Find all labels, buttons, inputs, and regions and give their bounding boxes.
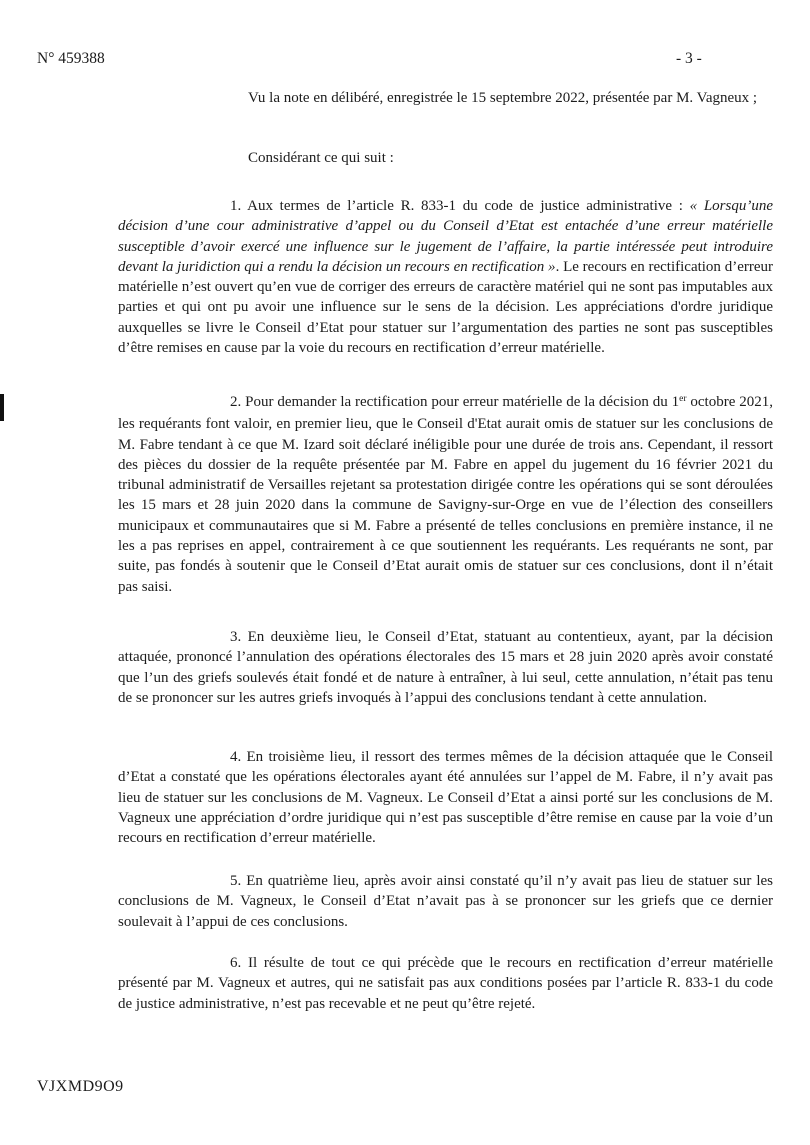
body-paragraph-2	[118, 392, 773, 597]
text-segment: « Lorsqu’une décision d’une cour administrative d’appel ou du Conseil d’Etat est entachée d’une erreur matérielle susceptible d’avoir exercé une influence sur le jugement de l’affaire, la partie intéressée peut introduire devant la juridiction qui a rendu la décision un recours en rectification »	[118, 198, 774, 275]
text-segment: er	[679, 394, 687, 404]
body-paragraph-3	[118, 627, 773, 708]
text-segment: 5. En quatrième lieu, après avoir ainsi constaté qu’il n’y avait pas lieu de statuer sur les conclusions de M. Vagneux, le Conseil d’Etat n’avait pas à se prononcer sur les griefs que ce dernier soulevait à l’appui de ces conclusions.	[118, 873, 773, 930]
scan-artifact-mark	[0, 394, 4, 421]
body-paragraph-5	[118, 871, 773, 932]
considerant-heading: Considérant ce qui suit :	[248, 150, 394, 166]
text-segment: 2. Pour demander la rectification pour erreur matérielle de la décision du 1	[230, 394, 680, 410]
text-segment: 4. En troisième lieu, il ressort des termes mêmes de la décision attaquée que le Conseil d’Etat a constaté que les opérations électorales ayant été annulées sur l’appel de M. Fabre, il n’y avait pas lieu de statuer sur les conclusions de M. Vagneux. Le Conseil d’Etat a ainsi porté sur les conclusions de M. Vagneux une appréciation d’ordre juridique qui n’est pas susceptible d’être remise en cause par la voie d’un recours en rectification d’erreur matérielle.	[118, 749, 773, 847]
text-segment: . Le recours en rectification d’erreur matérielle n’est ouvert qu’en vue de corriger des erreurs de caractère matériel qui ne sont pas imputables aux parties et qui ont pu avoir une influence sur le sens de la décision. Les appréciations d'ordre juridique auxquelles se livre le Conseil d’Etat pour statuer sur l’argumentation des parties ne sont pas susceptibles d’être remises en cause par la voie du recours en rectification d’erreur matérielle.	[118, 258, 773, 357]
document-code: VJXMD9O9	[37, 1078, 124, 1095]
body-paragraph-6	[118, 953, 773, 1014]
vu-note-paragraph: Vu la note en délibéré, enregistrée le 15 septembre 2022, présentée par M. Vagneux ;	[248, 90, 758, 106]
case-number: N° 459388	[37, 50, 105, 67]
text-segment: 3. En deuxième lieu, le Conseil d’Etat, statuant au contentieux, ayant, par la décision attaquée, prononcé l’annulation des opérations électorales des 15 mars et 28 juin 2020 après avoir constaté que l’un des griefs soulevés était fondé et de nature à entraîner, à lui seul, cette annulation, n’était pas tenu de se prononcer sur les autres griefs invoqués à l’appui des conclusions tendant à cette annulation.	[118, 629, 773, 706]
text-segment: 1. Aux termes de l’article R. 833-1 du code de justice administrative :	[230, 198, 690, 214]
body-paragraph-4	[118, 747, 773, 848]
page-number: - 3 -	[676, 50, 702, 67]
text-segment: 6. Il résulte de tout ce qui précède que le recours en rectification d’erreur matérielle présenté par M. Vagneux et autres, qui ne satisfait pas aux conditions posées par l’article R. 833-1 du code de justice administrative, n’est pas recevable et ne peut qu’être rejeté.	[118, 955, 773, 1012]
body-paragraph-1	[118, 196, 773, 358]
text-segment: octobre 2021, les requérants font valoir, en premier lieu, que le Conseil d'Etat aurait omis de statuer sur les conclusions de M. Fabre tendant à ce que M. Izard soit déclaré inéligible pour une durée de trois ans. Cependant, il ressort des pièces du dossier de la requête présentée par M. Fabre en appel du jugement du 16 février 2021 du tribunal administratif de Versailles rejetant sa protestation dirigée contre les opérations qui se sont déroulées les 15 mars et 28 juin 2020 dans la commune de Savigny-sur-Orge en vue de l’élection des conseillers municipaux et communautaires que si M. Fabre a présenté de telles conclusions en première instance, il ne les a pas reprises en appel, contrairement à ce que soutiennent les requérants. Les requérants ne sont, par suite, pas fondés à soutenir que le Conseil d’Etat aurait omis de statuer sur ces conclusions, dont il n’était pas saisi.	[118, 394, 773, 595]
